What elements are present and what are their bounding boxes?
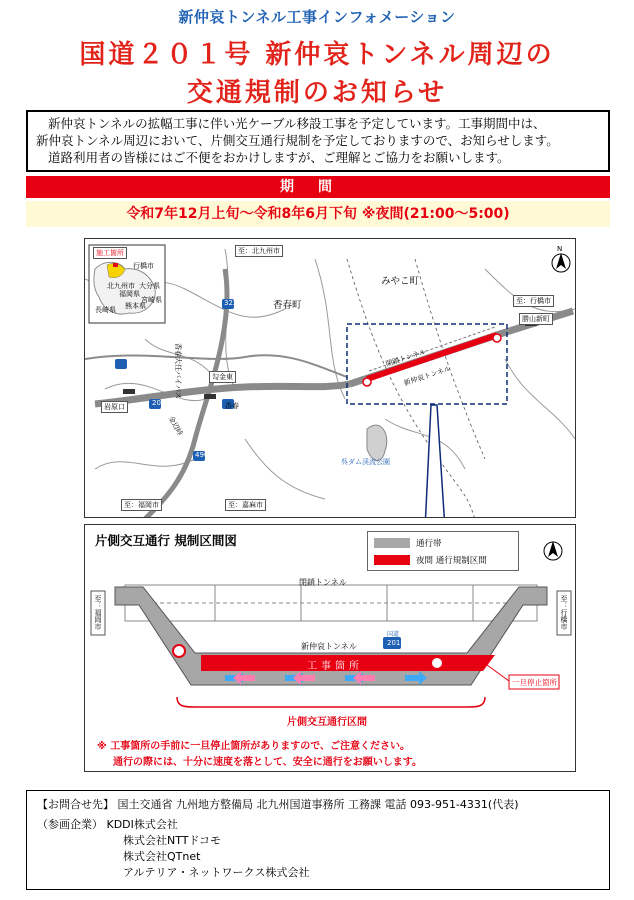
diagram-new-tunnel: 新仲哀トンネル [301,642,357,651]
route-201-shield-text: 201 [152,399,166,407]
inset-place-3: 福岡県 [119,290,140,298]
companies-label: （参画企業） [37,818,103,831]
dam-lake [367,425,387,461]
legend-night-label: 夜間 通行規制区間 [416,556,487,566]
location-map [84,238,576,518]
company-2: 株式会社NTTドコモ [123,834,222,847]
intro-line3: 道路利用者の皆様にはご不便をおかけしますが、ご理解とご協力をお願いします。 [48,150,510,165]
work-site-label: 工事箇所 [307,661,363,672]
route-496-shield-text: 496 [195,451,209,459]
header-subtitle: 新仲哀トンネル工事インフォメーション [178,8,456,26]
inquiry-line: 【お問合せ先】 国土交通省 九州地方整備局 北九州国道事務所 工務課 電話 093-951-4331(代表) [37,798,519,811]
restriction-diagram [84,524,576,772]
intersection-west2: 岩原口 [101,401,128,413]
left-end-label: 至：福岡市 [94,595,102,630]
intro-box [26,110,610,172]
route-number: 201 [387,639,401,647]
bypass-label: 香春大任バイパス [174,343,182,399]
inset-label: 施工箇所 [93,247,127,259]
inset-place-1: 北九州市 [107,282,135,290]
intersection-west1: 勾金東 [209,371,236,383]
inset-place-5: 熊本県 [125,302,146,310]
intersection-east: 勝山新町 [519,313,553,325]
svg-text:N: N [557,245,563,253]
to-fukuoka-label: 至：福岡市 [121,499,162,511]
period-heading: 期間 [26,176,610,198]
stop-point-label: 一旦停止箇所 [512,678,557,687]
north-arrow-icon [552,245,570,272]
mountain-label: 金辺峠 [166,414,185,438]
diagram-closed-tunnel: 閉鎖トンネル [299,578,347,587]
company-3: 株式会社QTnet [123,850,201,863]
diagram-note2: 通行の際には、十分に速度を落として、安全に通行をお願いします。 [113,757,422,768]
diagram-title: 片側交互通行 規制区間図 [95,533,237,548]
closed-tunnel-label: 閉鎖トンネル [384,347,428,369]
page-title-line1: 国道２０１号 新仲哀トンネル周辺の [79,40,555,70]
to-yukuhashi-label: 至：行橋市 [513,295,554,307]
new-tunnel-label: 新仲哀トンネル [402,364,452,388]
to-kaho-label: 至：嘉麻市 [225,499,266,511]
route-322-shield-text: 322 [224,299,238,307]
dam-label: 呉ダム渓流公園 [341,458,390,466]
company-1: KDDI株式会社 [106,818,178,831]
section-label: 片側交互通行区間 [287,717,367,728]
town-kawara: 香春町 [273,300,302,311]
intro-line2: 新仲哀トンネル周辺において、片側交互通行規制を予定しておりますので、お知らせします。 [36,133,559,148]
inset-place-4: 大分県 [139,282,160,290]
to-kitakyushu-label: 至：北九州市 [235,245,283,257]
inset-place-2: 行橋市 [133,262,154,270]
junction-label: 香春 [225,402,239,410]
town-miyako: みやこ町 [381,276,420,287]
inset-place-7: 長崎県 [95,306,116,314]
company-4: アルテリア・ネットワークス株式会社 [123,866,310,879]
legend-lane-label: 通行帯 [416,539,442,549]
north-arrow-icon [544,541,562,560]
intro-line1: 新仲哀トンネルの拡幅工事に伴い光ケーブル移設工事を予定しています。工事期間中は、 [48,116,546,131]
diagram-note1: ※ 工事箇所の手前に一旦停止箇所がありますので、ご注意ください。 [97,741,411,752]
route-label: 国道 [387,631,400,638]
period-text: 令和7年12月上旬～令和8年6月下旬 ※夜間(21:00～5:00) [26,201,610,227]
right-end-label: 至：行橋市 [560,595,568,630]
inset-place-6: 宮崎県 [141,296,162,304]
contact-box [26,790,610,890]
page-title-line2: 交通規制のお知らせ [186,78,448,108]
